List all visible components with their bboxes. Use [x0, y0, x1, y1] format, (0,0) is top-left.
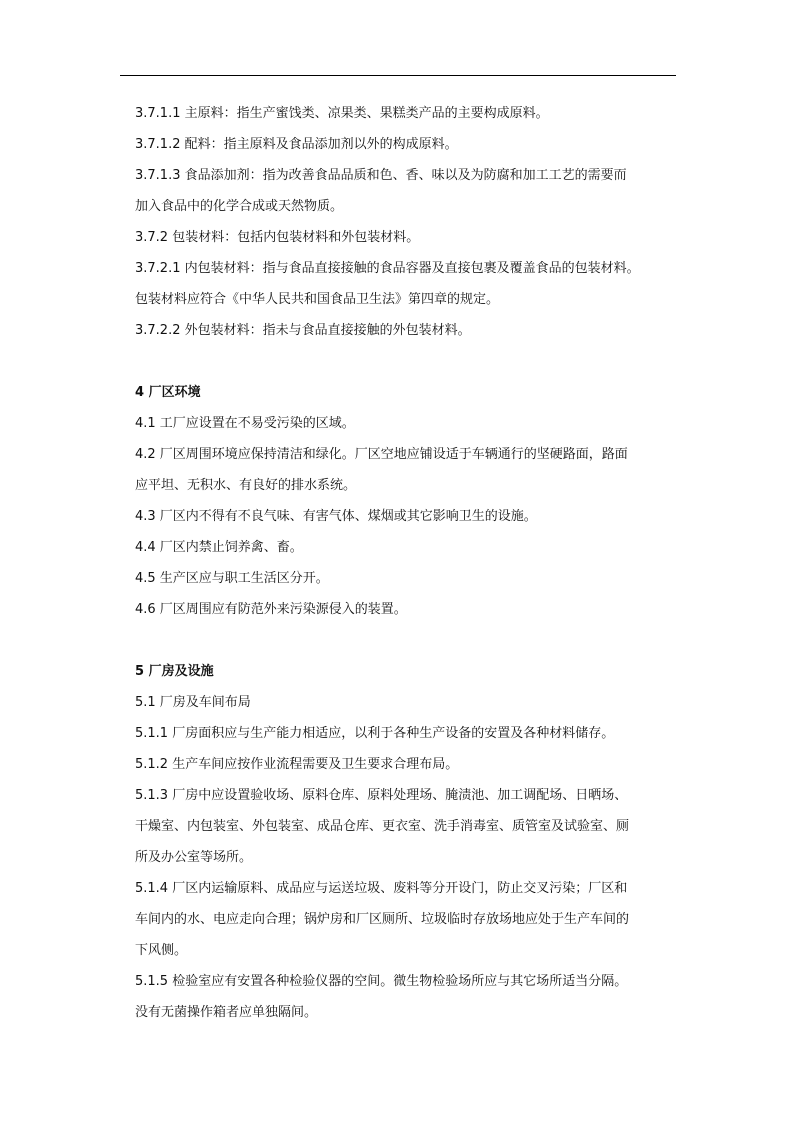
- text-line: 5.1.1 厂房面积应与生产能力相适应，以利于各种生产设备的安置及各种材料储存。: [135, 726, 615, 741]
- text-line: 3.7.1.2 配料：指主原料及食品添加剂以外的构成原料。: [135, 137, 458, 152]
- text-line: 5.1 厂房及车间布局: [135, 695, 251, 710]
- text-line: 加入食品中的化学合成或天然物质。: [135, 199, 344, 214]
- text-line: 3.7.2.1 内包装材料：指与食品直接接触的食品容器及直接包裹及覆盖食品的包装材料。: [135, 261, 640, 276]
- text-line: 3.7.1.1 主原料：指生产蜜饯类、凉果类、果糕类产品的主要构成原料。: [135, 106, 549, 121]
- text-line: 5.1.3 厂房中应设置验收场、原料仓库、原料处理场、腌渍池、加工调配场、日晒场、: [135, 788, 628, 803]
- text-line: 4.1 工厂应设置在不易受污染的区域。: [135, 416, 355, 431]
- text-line: 所及办公室等场所。: [135, 850, 253, 865]
- header-rule: [120, 75, 676, 76]
- text-line: 5.1.2 生产车间应按作业流程需要及卫生要求合理布局。: [135, 757, 459, 772]
- text-line: 5.1.5 检验室应有安置各种检验仪器的空间。微生物检验场所应与其它场所适当分隔。: [135, 974, 628, 989]
- text-line: 4.4 厂区内禁止饲养禽、畜。: [135, 540, 303, 555]
- text-line: 5.1.4 厂区内运输原料、成品应与运送垃圾、废料等分开设门，防止交叉污染；厂区和: [135, 881, 628, 896]
- text-line: 3.7.1.3 食品添加剂：指为改善食品品质和色、香、味以及为防腐和加工工艺的需要而: [135, 168, 627, 183]
- section-heading: 4 厂区环境: [135, 385, 201, 400]
- text-line: 没有无菌操作箱者应单独隔间。: [135, 1005, 318, 1020]
- blank-line: [135, 625, 680, 656]
- text-line: 车间内的水、电应走向合理；锅炉房和厂区厕所、垃圾临时存放场地应处于生产车间的: [135, 912, 630, 927]
- blank-line: [135, 346, 680, 377]
- text-line: 包装材料应符合《中华人民共和国食品卫生法》第四章的规定。: [135, 292, 500, 307]
- text-line: 4.2 厂区周围环境应保持清洁和绿化。厂区空地应铺设适于车辆通行的坚硬路面，路面: [135, 447, 628, 462]
- text-line: 应平坦、无积水、有良好的排水系统。: [135, 478, 357, 493]
- document-body: [135, 98, 680, 1028]
- text-line: 4.6 厂区周围应有防范外来污染源侵入的装置。: [135, 602, 407, 617]
- text-line: 4.5 生产区应与职工生活区分开。: [135, 571, 329, 586]
- text-line: 4.3 厂区内不得有不良气味、有害气体、煤烟或其它影响卫生的设施。: [135, 509, 537, 524]
- section-heading: 5 厂房及设施: [135, 664, 214, 679]
- text-line: 3.7.2.2 外包装材料：指未与食品直接接触的外包装材料。: [135, 323, 471, 338]
- text-line: 下风侧。: [135, 943, 188, 958]
- text-line: 3.7.2 包装材料：包括内包装材料和外包装材料。: [135, 230, 420, 245]
- text-line: 干燥室、内包装室、外包装室、成品仓库、更衣室、洗手消毒室、质管室及试验室、厕: [135, 819, 630, 834]
